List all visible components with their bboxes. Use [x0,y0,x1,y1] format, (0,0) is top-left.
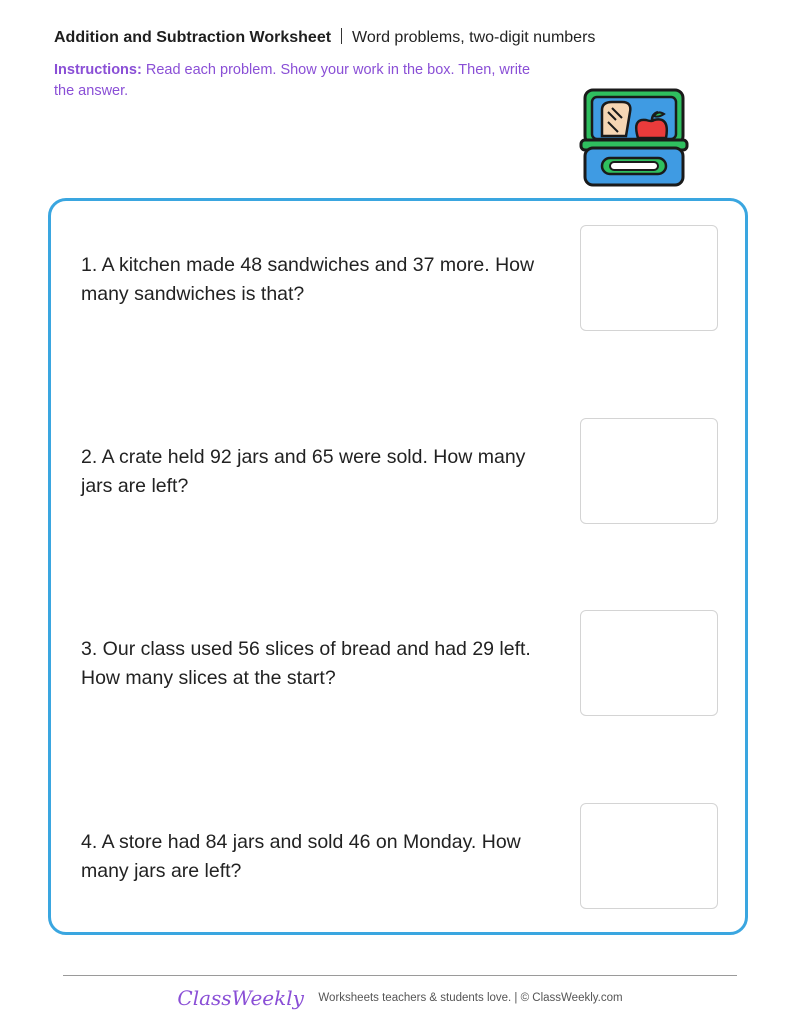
worksheet-header [54,28,596,102]
footer-divider [63,975,737,976]
lunchbox-icon [578,88,690,188]
problem-3: 3. Our class used 56 slices of bread and had 29 left. How many slices at the start? [81,638,531,689]
instructions-text: Read each problem. Show your work in the box. Then, write the answer. [54,62,531,99]
instructions [54,60,534,102]
worksheet-subtitle: Word problems, two-digit numbers [352,29,596,46]
instructions-label: Instructions: [54,62,142,78]
problem-4: 4. A store had 84 jars and sold 46 on Monday. How many jars are left? [81,831,521,882]
answer-box-1[interactable] [580,225,718,331]
title-separator [341,28,342,44]
footer-tagline: Worksheets teachers & students love. | © ClassWeekly.com [318,992,623,1004]
title-line [54,28,596,48]
brand-logo: ClassWeekly [177,986,304,1010]
footer [0,986,800,1010]
answer-box-3[interactable] [580,610,718,716]
answer-box-2[interactable] [580,418,718,524]
problem-1: 1. A kitchen made 48 sandwiches and 37 more. How many sandwiches is that? [81,254,535,305]
answer-box-4[interactable] [580,803,718,909]
problem-2: 2. A crate held 92 jars and 65 were sold. How many jars are left? [81,446,526,497]
worksheet-title: Addition and Subtraction Worksheet [54,29,332,46]
